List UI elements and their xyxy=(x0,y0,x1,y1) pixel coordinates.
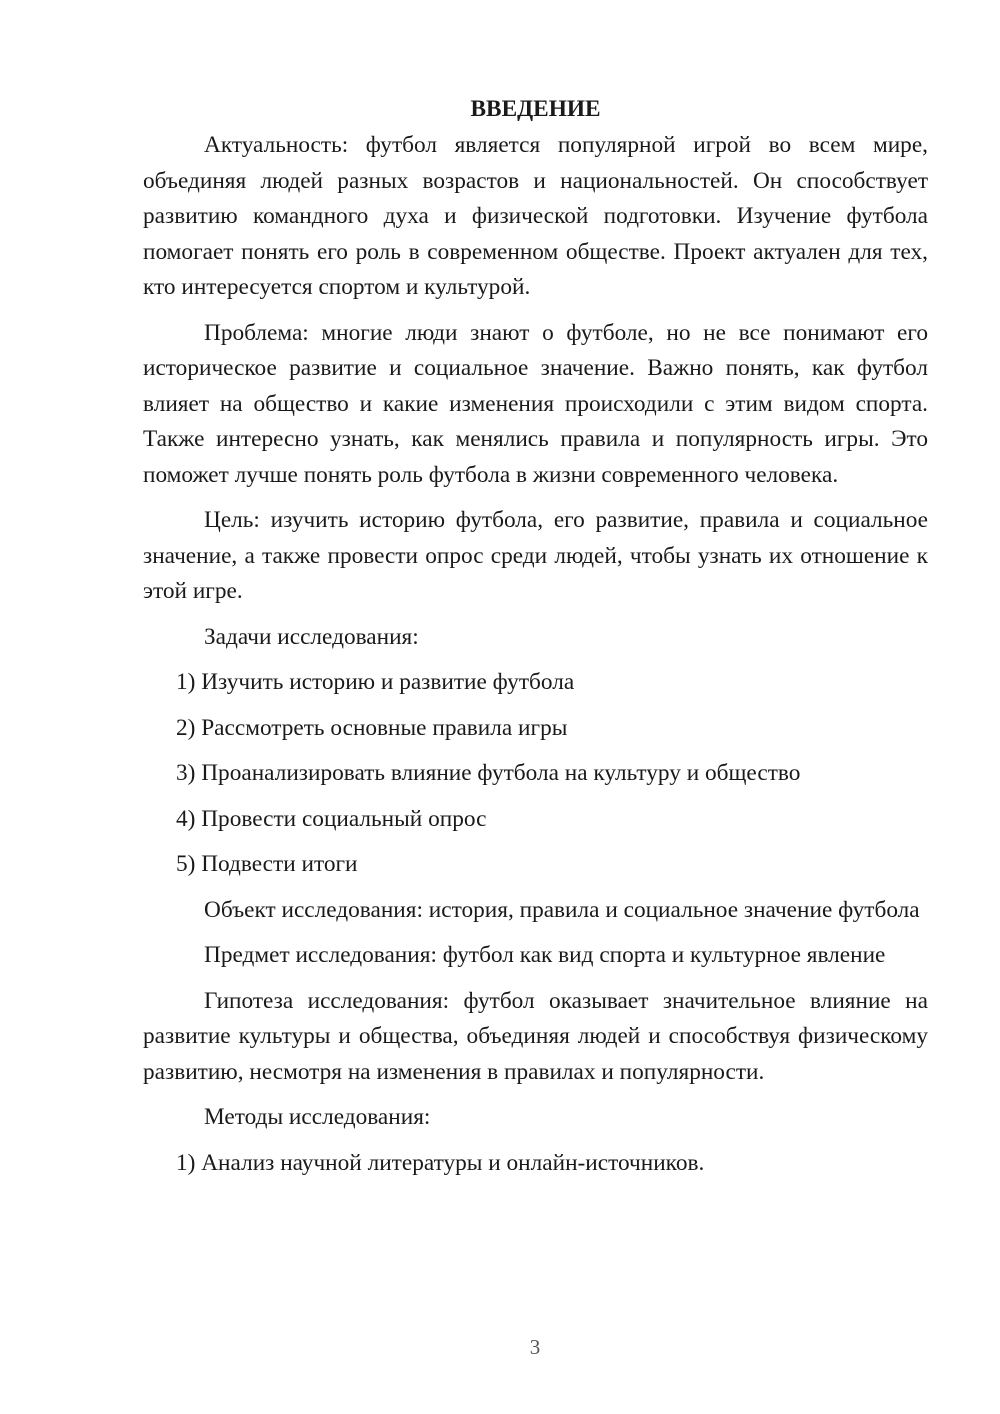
list-item: 5) Подвести итоги xyxy=(176,851,358,877)
section-title: ВВЕДЕНИЕ xyxy=(470,96,601,122)
list-item: 1) Анализ научной литературы и онлайн-источников. xyxy=(176,1149,705,1176)
tasks-list xyxy=(143,665,928,883)
goal-paragraph: Цель: изучить историю футбола, его развитие, правила и социальное значение, а также провести опрос среди людей, чтобы узнать их отношение к этой игре. xyxy=(143,507,928,604)
problem-paragraph: Проблема: многие люди знают о футболе, но не все понимают его историческое развитие и социальное значение. Важно понять, как футбол влияет на общество и какие изменения происходили с этим видом спорта. Также интересно узнать, как менялись правила и популярность игры. Это поможет лучше понять роль футбола в жизни современного человека. xyxy=(143,319,928,488)
list-item: 3) Проанализировать влияние футбола на культуру и общество xyxy=(176,760,801,786)
list-item: 2) Рассмотреть основные правила игры xyxy=(176,714,568,741)
tasks-heading: Задачи исследования: xyxy=(204,623,419,650)
page-number: 3 xyxy=(529,1335,541,1359)
methods-heading: Методы исследования: xyxy=(204,1104,431,1130)
list-item: 4) Провести социальный опрос xyxy=(176,805,487,832)
relevance-paragraph: Актуальность: футбол является популярной игрой во всем мире, объединяя людей разных возрастов и национальностей. Он способствует развитию командного духа и физической подготовки. Изучение футбола помогает понять его роль в современном обществе. Проект актуален для тех, кто интересуется спортом и культурой. xyxy=(143,132,928,300)
list-item: 1) Изучить историю и развитие футбола xyxy=(176,669,575,695)
methods-list xyxy=(143,1146,928,1182)
object-paragraph: Объект исследования: история, правила и социальное значение футбола xyxy=(204,896,920,923)
hypothesis-paragraph: Гипотеза исследования: футбол оказывает значительное влияние на развитие культуры и общества, объединяя людей и способствуя физическому развитию, несмотря на изменения в правилах и популярности. xyxy=(143,987,928,1085)
document-page xyxy=(143,92,928,1191)
subject-paragraph: Предмет исследования: футбол как вид спорта и культурное явление xyxy=(204,942,886,968)
